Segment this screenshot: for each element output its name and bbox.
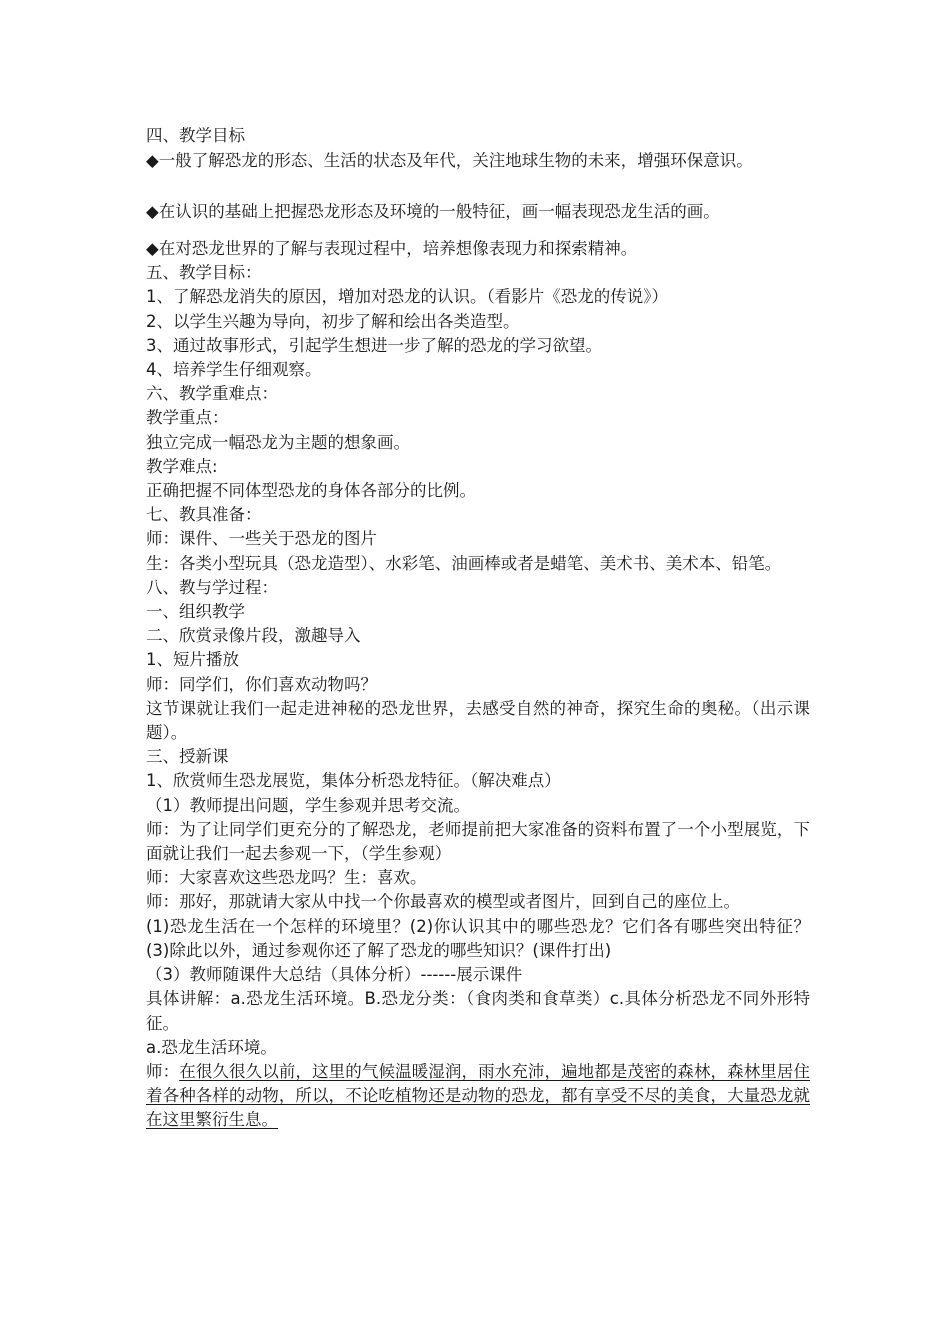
step-3-teacher-3: 师：那好，那就请大家从中找一个你最喜欢的模型或者图片，回到自己的座位上。	[146, 892, 740, 912]
step-2-1: 1、短片播放	[146, 650, 239, 670]
environment-prefix: 师：	[146, 1061, 180, 1081]
difficulty-label: 教学难点:	[146, 456, 218, 476]
goal-1: ◆一般了解恐龙的形态、生活的状态及年代，关注地球生物的未来，增强环保意识。	[146, 151, 753, 171]
process-heading: 八、教与学过程：	[146, 577, 278, 597]
tools-student: 生：各类小型玩具（恐龙造型）、水彩笔、油画棒或者是蜡笔、美术书、美术本、铅笔。	[146, 553, 782, 573]
key-point-text: 独立完成一幅恐龙为主题的想象画。	[146, 432, 410, 452]
goals-heading: 四、教学目标	[146, 126, 245, 145]
environment-text: 在很久很久以前，这里的气候温暖湿润，雨水充沛，遍地都是茂密的森林，森林里居住着各种各样的动物，所以，不论吃植物还是动物的恐龙，都有享受不尽的美食，大量恐龙就在这里繁衍生息。	[146, 1061, 811, 1130]
tools-teacher: 师：课件、一些关于恐龙的图片	[146, 529, 377, 549]
goals2-heading: 五、教学目标：	[146, 263, 262, 283]
step-3-a: a.恐龙生活环境。	[146, 1037, 277, 1057]
goal2-item-1: 1、了解恐龙消失的原因，增加对恐龙的认识。（看影片《恐龙的传说》）	[146, 287, 668, 307]
key-point-label: 教学重点：	[146, 408, 229, 428]
step-3-1: 1、欣赏师生恐龙展览，集体分析恐龙特征。（解决难点）	[146, 771, 561, 791]
document-page	[146, 124, 810, 1133]
step-3-teacher-1: 师：为了让同学们更充分的了解恐龙，老师提前把大家准备的资料布置了一个小型展览，下面就让我们一起去参观一下，（学生参观）	[146, 819, 810, 864]
step-3-detail: 具体讲解：a.恐龙生活环境。B.恐龙分类：（食肉类和食草类）c.具体分析恐龙不同外形特征。	[146, 989, 810, 1033]
step-1: 一、组织教学	[146, 602, 245, 622]
step-3-1-1: （1）教师提出问题，学生参观并思考交流。	[146, 795, 470, 815]
step-3-teacher-2: 师：大家喜欢这些恐龙吗？生：喜欢。	[146, 868, 427, 888]
step-3-questions: (1)恐龙生活在一个怎样的环境里？(2)你认识其中的哪些恐龙？它们各有哪些突出特征？(3)除此以外，通过参观你还了解了恐龙的哪些知识？(课件打出)	[146, 916, 810, 960]
step-2-intro: 这节课就让我们一起走进神秘的恐龙世界，去感受自然的神奇，探究生命的奥秘。（出示课题）。	[146, 698, 810, 743]
step-3-summary: （3）教师随课件大总结（具体分析）------展示课件	[146, 965, 523, 985]
step-2-question: 师：同学们，你们喜欢动物吗？	[146, 674, 377, 694]
step-2: 二、欣赏录像片段，激趣导入	[146, 626, 361, 646]
goal2-item-2: 2、以学生兴趣为导向，初步了解和绘出各类造型。	[146, 311, 520, 331]
goal2-item-3: 3、通过故事形式，引起学生想进一步了解的恐龙的学习欲望。	[146, 335, 602, 355]
goal-2: ◆在认识的基础上把握恐龙形态及环境的一般特征，画一幅表现恐龙生活的画。	[146, 202, 720, 222]
goal-3: ◆在对恐龙世界的了解与表现过程中，培养想像表现力和探索精神。	[146, 239, 638, 259]
goal2-item-4: 4、培养学生仔细观察。	[146, 360, 322, 380]
step-3: 三、授新课	[146, 747, 229, 767]
environment-paragraph	[146, 1060, 810, 1133]
difficulty-text: 正确把握不同体型恐龙的身体各部分的比例。	[146, 481, 476, 501]
tools-heading: 七、教具准备：	[146, 505, 262, 525]
key-points-heading: 六、教学重难点：	[146, 384, 278, 404]
